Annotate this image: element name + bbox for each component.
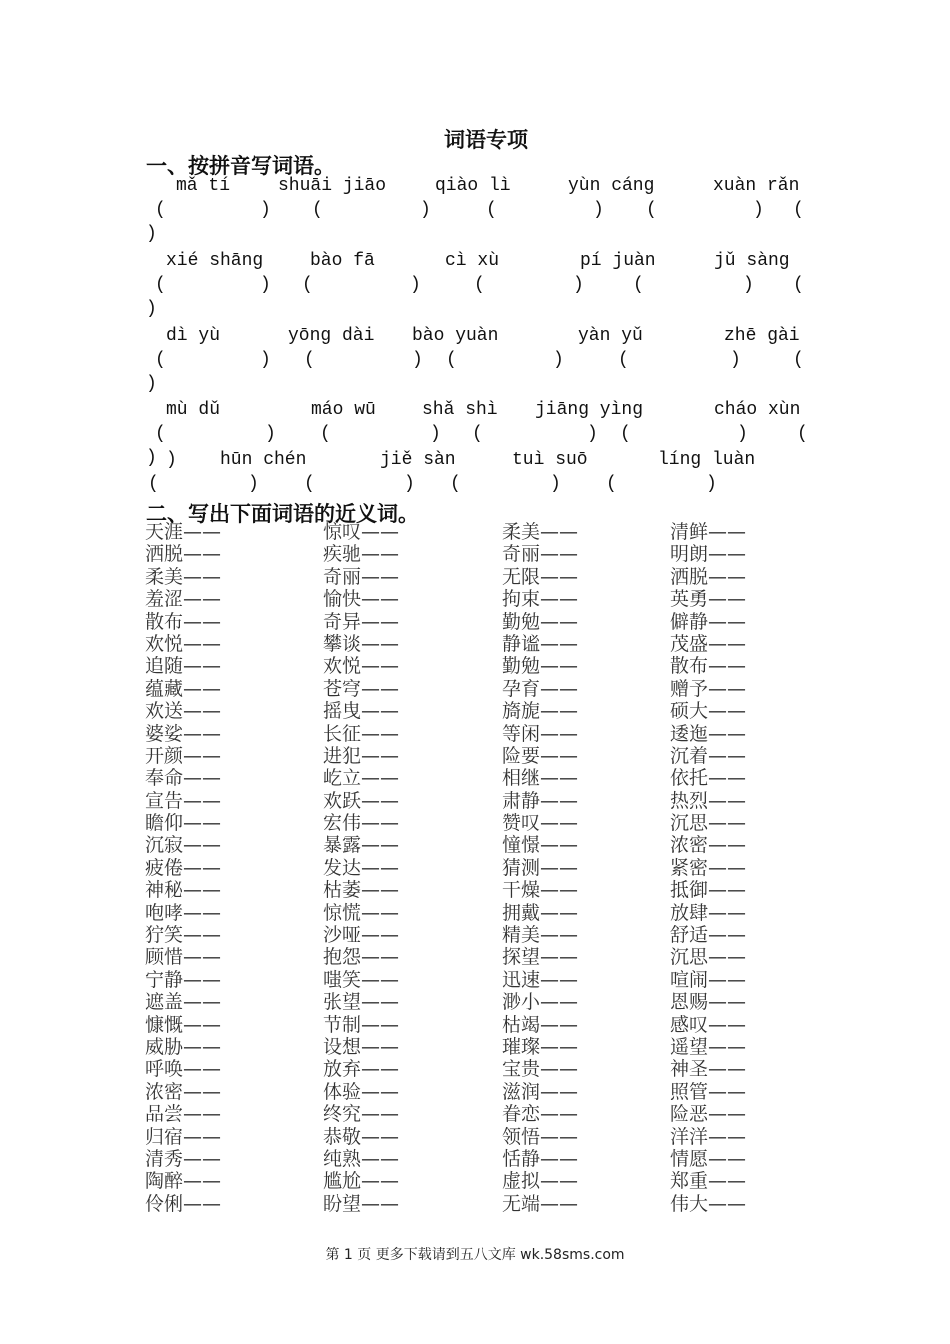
answer-open-paren: ( <box>618 350 629 370</box>
synonym-item[interactable]: 奇丽—— <box>323 565 400 588</box>
answer-open-paren: ( <box>793 200 804 220</box>
answer-open-paren: ( <box>450 474 461 494</box>
answer-close-paren: ) <box>550 474 561 494</box>
word-row <box>145 834 845 856</box>
synonym-item[interactable]: 浓密—— <box>670 834 747 857</box>
synonym-item[interactable]: 咆哮—— <box>145 901 222 924</box>
pinyin-prompt: qiào lì <box>435 176 511 196</box>
pinyin-prompt: yàn yǔ <box>578 326 643 346</box>
word-row <box>145 767 845 789</box>
pinyin-prompt: xié shāng <box>166 251 264 271</box>
synonym-item[interactable]: 欢悦—— <box>323 655 400 678</box>
synonym-item[interactable]: 愉快—— <box>323 588 400 611</box>
word-row <box>145 991 845 1013</box>
synonym-item[interactable]: 洒脱—— <box>670 565 747 588</box>
synonym-item[interactable]: 恭敬—— <box>323 1125 400 1148</box>
synonym-item[interactable]: 虚拟—— <box>502 1170 579 1193</box>
synonym-item[interactable]: 散布—— <box>145 610 222 633</box>
pinyin-prompt: mǎ tí <box>176 176 231 196</box>
answer-close-paren: ) <box>706 474 717 494</box>
synonym-item[interactable]: 郑重—— <box>670 1170 747 1193</box>
word-row <box>145 790 845 812</box>
answer-open-paren: ( <box>155 424 166 444</box>
synonym-item[interactable]: 柔美—— <box>145 565 222 588</box>
pinyin-prompt: bào yuàn <box>412 326 499 346</box>
answer-open-paren: ( <box>793 350 804 370</box>
answer-open-paren: ( <box>446 350 457 370</box>
word-row <box>145 611 845 633</box>
synonym-item[interactable]: 放弃—— <box>323 1058 400 1081</box>
synonym-item[interactable]: 喧闹—— <box>670 968 747 991</box>
answer-open-paren: ( <box>797 424 808 444</box>
answer-close-paren: ) <box>737 424 748 444</box>
synonym-item[interactable]: 等闲—— <box>502 722 579 745</box>
synonym-item[interactable]: 清秀—— <box>145 1147 222 1170</box>
pinyin-prompt: cháo xùn <box>714 400 801 420</box>
answer-close-paren: ) <box>420 200 431 220</box>
answer-close-paren: ) <box>430 424 441 444</box>
synonym-item[interactable]: 宝贵—— <box>502 1058 579 1081</box>
pinyin-prompt: líng luàn <box>658 450 756 470</box>
word-row <box>145 655 845 677</box>
answer-close-paren: ) <box>743 275 754 295</box>
synonym-item[interactable]: 清鲜—— <box>670 521 747 543</box>
word-row <box>145 678 845 700</box>
answer-close-paren: ) <box>410 275 421 295</box>
synonym-item[interactable]: 伶俐—— <box>145 1192 222 1215</box>
word-row <box>145 1148 845 1170</box>
synonym-item[interactable]: 茂盛—— <box>670 632 747 655</box>
page-footer: 第 1 页 更多下载请到五八文库 wk.58sms.com <box>325 1247 625 1263</box>
answer-open-paren: ( <box>606 474 617 494</box>
answer-open-paren: ( <box>320 424 331 444</box>
pinyin-prompt: xuàn rǎn <box>713 176 800 196</box>
answer-close-paren: ) <box>593 200 604 220</box>
synonym-item[interactable]: 发达—— <box>323 856 400 879</box>
synonym-word-list <box>145 521 845 1215</box>
synonym-item[interactable]: 滋润—— <box>502 1080 579 1103</box>
synonym-item[interactable]: 恬静—— <box>502 1147 579 1170</box>
word-row <box>145 1126 845 1148</box>
synonym-item[interactable]: 呼唤—— <box>145 1058 222 1081</box>
synonym-item[interactable]: 欢悦—— <box>145 632 222 655</box>
synonym-item[interactable]: 枯竭—— <box>502 1013 579 1036</box>
synonym-item[interactable]: 奉命—— <box>145 767 222 790</box>
synonym-item[interactable]: 宣告—— <box>145 789 222 812</box>
word-row <box>145 879 845 901</box>
answer-open-paren: ( <box>486 200 497 220</box>
pinyin-prompt: shǎ shì <box>422 400 498 420</box>
synonym-item[interactable]: 险恶—— <box>670 1103 747 1126</box>
word-row <box>145 633 845 655</box>
answer-close-paren: ) <box>166 450 177 470</box>
synonym-item[interactable]: 无限—— <box>502 565 579 588</box>
answer-open-paren: ( <box>474 275 485 295</box>
synonym-item[interactable]: 洒脱—— <box>145 543 222 566</box>
answer-close-paren: ) <box>146 374 157 394</box>
pinyin-prompt: dì yù <box>166 326 221 346</box>
synonym-item[interactable]: 渺小—— <box>502 991 579 1014</box>
pinyin-prompt: bào fā <box>310 251 375 271</box>
synonym-item[interactable]: 情愿—— <box>670 1147 747 1170</box>
synonym-item[interactable]: 肃静—— <box>502 789 579 812</box>
synonym-item[interactable]: 干燥—— <box>502 879 579 902</box>
synonym-item[interactable]: 宏伟—— <box>323 812 400 835</box>
synonym-item[interactable]: 节制—— <box>323 1013 400 1036</box>
answer-close-paren: ) <box>412 350 423 370</box>
answer-close-paren: ) <box>730 350 741 370</box>
synonym-item[interactable]: 顾惜—— <box>145 946 222 969</box>
word-row <box>145 1170 845 1192</box>
synonym-item[interactable]: 狞笑—— <box>145 924 222 947</box>
pinyin-prompt: shuāi jiāo <box>278 176 387 196</box>
answer-close-paren: ) <box>146 299 157 319</box>
synonym-item[interactable]: 孕育—— <box>502 677 579 700</box>
word-row <box>145 812 845 834</box>
pinyin-prompt: mù dǔ <box>166 400 221 420</box>
answer-open-paren: ( <box>155 200 166 220</box>
synonym-item[interactable]: 拘束—— <box>502 588 579 611</box>
answer-open-paren: ( <box>304 350 315 370</box>
pinyin-prompt: yùn cáng <box>568 176 655 196</box>
synonym-item[interactable]: 品尝—— <box>145 1103 222 1126</box>
synonym-item[interactable]: 天涯—— <box>145 521 222 543</box>
synonym-item[interactable]: 设想—— <box>323 1035 400 1058</box>
synonym-item[interactable]: 开颜—— <box>145 744 222 767</box>
answer-open-paren: ( <box>155 275 166 295</box>
section1-heading: 一、按拼音写词语。 <box>146 154 335 178</box>
word-row <box>145 902 845 924</box>
answer-close-paren: ) <box>248 474 259 494</box>
word-row <box>145 543 845 565</box>
answer-close-paren: ) <box>587 424 598 444</box>
synonym-item[interactable]: 疾驰—— <box>323 543 400 566</box>
synonym-item[interactable]: 抵御—— <box>670 879 747 902</box>
word-row <box>145 745 845 767</box>
synonym-item[interactable]: 迅速—— <box>502 968 579 991</box>
synonym-item[interactable]: 进犯—— <box>323 744 400 767</box>
pinyin-prompt: hūn chén <box>220 450 307 470</box>
pinyin-prompt: jiě sàn <box>380 450 456 470</box>
pinyin-prompt: pí juàn <box>580 251 656 271</box>
synonym-item[interactable]: 照管—— <box>670 1080 747 1103</box>
synonym-item[interactable]: 勤勉—— <box>502 610 579 633</box>
synonym-item[interactable]: 领悟—— <box>502 1125 579 1148</box>
word-row <box>145 857 845 879</box>
synonym-item[interactable]: 感叹—— <box>670 1013 747 1036</box>
synonym-item[interactable]: 眷恋—— <box>502 1103 579 1126</box>
word-row <box>145 521 845 543</box>
page-title: 词语专项 <box>444 128 528 152</box>
synonym-item[interactable]: 慷慨—— <box>145 1013 222 1036</box>
synonym-item[interactable]: 沉着—— <box>670 744 747 767</box>
synonym-item[interactable]: 沙哑—— <box>323 924 400 947</box>
synonym-item[interactable]: 神秘—— <box>145 879 222 902</box>
word-row <box>145 588 845 610</box>
pinyin-prompt: máo wū <box>311 400 376 420</box>
synonym-item[interactable]: 伟大—— <box>670 1192 747 1215</box>
synonym-item[interactable]: 遮盖—— <box>145 991 222 1014</box>
answer-close-paren: ) <box>146 448 157 468</box>
answer-close-paren: ) <box>260 350 271 370</box>
synonym-item[interactable]: 拥戴—— <box>502 901 579 924</box>
synonym-item[interactable]: 抱怨—— <box>323 946 400 969</box>
section2-heading: 二、写出下面词语的近义词。 <box>146 502 419 526</box>
answer-open-paren: ( <box>155 350 166 370</box>
synonym-item[interactable]: 沉思—— <box>670 812 747 835</box>
pinyin-prompt: tuì suō <box>512 450 588 470</box>
synonym-item[interactable]: 枯萎—— <box>323 879 400 902</box>
answer-close-paren: ) <box>146 224 157 244</box>
answer-close-paren: ) <box>404 474 415 494</box>
answer-close-paren: ) <box>573 275 584 295</box>
pinyin-prompt: cì xù <box>445 251 500 271</box>
word-row <box>145 566 845 588</box>
synonym-item[interactable]: 旖旎—— <box>502 700 579 723</box>
synonym-item[interactable]: 探望—— <box>502 946 579 969</box>
word-row <box>145 1058 845 1080</box>
synonym-item[interactable]: 赠予—— <box>670 677 747 700</box>
synonym-item[interactable]: 恩赐—— <box>670 991 747 1014</box>
word-row <box>145 1081 845 1103</box>
synonym-item[interactable]: 硕大—— <box>670 700 747 723</box>
synonym-item[interactable]: 僻静—— <box>670 610 747 633</box>
synonym-item[interactable]: 嗤笑—— <box>323 968 400 991</box>
synonym-item[interactable]: 依托—— <box>670 767 747 790</box>
synonym-item[interactable]: 放肆—— <box>670 901 747 924</box>
synonym-item[interactable]: 陶醉—— <box>145 1170 222 1193</box>
synonym-item[interactable]: 宁静—— <box>145 968 222 991</box>
synonym-item[interactable]: 盼望—— <box>323 1192 400 1215</box>
synonym-item[interactable]: 欢跃—— <box>323 789 400 812</box>
synonym-item[interactable]: 沉寂—— <box>145 834 222 857</box>
synonym-item[interactable]: 热烈—— <box>670 789 747 812</box>
pinyin-prompt: jǔ sàng <box>714 251 790 271</box>
synonym-item[interactable]: 遥望—— <box>670 1035 747 1058</box>
synonym-item[interactable]: 惊慌—— <box>323 901 400 924</box>
answer-open-paren: ( <box>304 474 315 494</box>
synonym-item[interactable]: 赞叹—— <box>502 812 579 835</box>
synonym-item[interactable]: 张望—— <box>323 991 400 1014</box>
answer-close-paren: ) <box>260 200 271 220</box>
synonym-item[interactable]: 奇异—— <box>323 610 400 633</box>
synonym-item[interactable]: 婆娑—— <box>145 722 222 745</box>
synonym-item[interactable]: 摇曳—— <box>323 700 400 723</box>
word-row <box>145 924 845 946</box>
synonym-item[interactable]: 无端—— <box>502 1192 579 1215</box>
pinyin-prompt: yōng dài <box>288 326 375 346</box>
answer-open-paren: ( <box>620 424 631 444</box>
synonym-item[interactable]: 苍穹—— <box>323 677 400 700</box>
synonym-item[interactable]: 暴露—— <box>323 834 400 857</box>
synonym-item[interactable]: 羞涩—— <box>145 588 222 611</box>
synonym-item[interactable]: 英勇—— <box>670 588 747 611</box>
answer-close-paren: ) <box>260 275 271 295</box>
synonym-item[interactable]: 欢送—— <box>145 700 222 723</box>
answer-open-paren: ( <box>312 200 323 220</box>
answer-open-paren: ( <box>646 200 657 220</box>
synonym-item[interactable]: 柔美—— <box>502 521 579 543</box>
synonym-item[interactable]: 纯熟—— <box>323 1147 400 1170</box>
synonym-item[interactable]: 静谧—— <box>502 632 579 655</box>
answer-open-paren: ( <box>793 275 804 295</box>
synonym-item[interactable]: 攀谈—— <box>323 632 400 655</box>
synonym-item[interactable]: 猜测—— <box>502 856 579 879</box>
word-row <box>145 946 845 968</box>
synonym-item[interactable]: 舒适—— <box>670 924 747 947</box>
word-row <box>145 1193 845 1215</box>
synonym-item[interactable]: 疲倦—— <box>145 856 222 879</box>
synonym-item[interactable]: 明朗—— <box>670 543 747 566</box>
word-row <box>145 700 845 722</box>
synonym-item[interactable]: 险要—— <box>502 744 579 767</box>
word-row <box>145 1014 845 1036</box>
synonym-item[interactable]: 相继—— <box>502 767 579 790</box>
synonym-item[interactable]: 终究—— <box>323 1103 400 1126</box>
answer-open-paren: ( <box>148 474 159 494</box>
word-row <box>145 969 845 991</box>
synonym-item[interactable]: 尴尬—— <box>323 1170 400 1193</box>
synonym-item[interactable]: 璀璨—— <box>502 1035 579 1058</box>
answer-open-paren: ( <box>302 275 313 295</box>
synonym-item[interactable]: 精美—— <box>502 924 579 947</box>
word-row <box>145 1103 845 1125</box>
synonym-item[interactable]: 长征—— <box>323 722 400 745</box>
answer-open-paren: ( <box>472 424 483 444</box>
synonym-item[interactable]: 散布—— <box>670 655 747 678</box>
word-row <box>145 1036 845 1058</box>
answer-close-paren: ) <box>753 200 764 220</box>
synonym-item[interactable]: 追随—— <box>145 655 222 678</box>
answer-close-paren: ) <box>553 350 564 370</box>
word-row <box>145 723 845 745</box>
synonym-item[interactable]: 沉思—— <box>670 946 747 969</box>
synonym-item[interactable]: 体验—— <box>323 1080 400 1103</box>
synonym-item[interactable]: 勤勉—— <box>502 655 579 678</box>
answer-close-paren: ) <box>265 424 276 444</box>
answer-open-paren: ( <box>633 275 644 295</box>
synonym-item[interactable]: 洋洋—— <box>670 1125 747 1148</box>
synonym-item[interactable]: 瞻仰—— <box>145 812 222 835</box>
synonym-item[interactable]: 威胁—— <box>145 1035 222 1058</box>
synonym-item[interactable]: 归宿—— <box>145 1125 222 1148</box>
synonym-item[interactable]: 憧憬—— <box>502 834 579 857</box>
synonym-item[interactable]: 屹立—— <box>323 767 400 790</box>
synonym-item[interactable]: 奇丽—— <box>502 543 579 566</box>
synonym-item[interactable]: 紧密—— <box>670 856 747 879</box>
synonym-item[interactable]: 蕴藏—— <box>145 677 222 700</box>
synonym-item[interactable]: 逶迤—— <box>670 722 747 745</box>
pinyin-prompt: zhē gài <box>724 326 800 346</box>
pinyin-prompt: jiāng yìng <box>535 400 644 420</box>
synonym-item[interactable]: 神圣—— <box>670 1058 747 1081</box>
synonym-item[interactable]: 惊叹—— <box>323 521 400 543</box>
synonym-item[interactable]: 浓密—— <box>145 1080 222 1103</box>
